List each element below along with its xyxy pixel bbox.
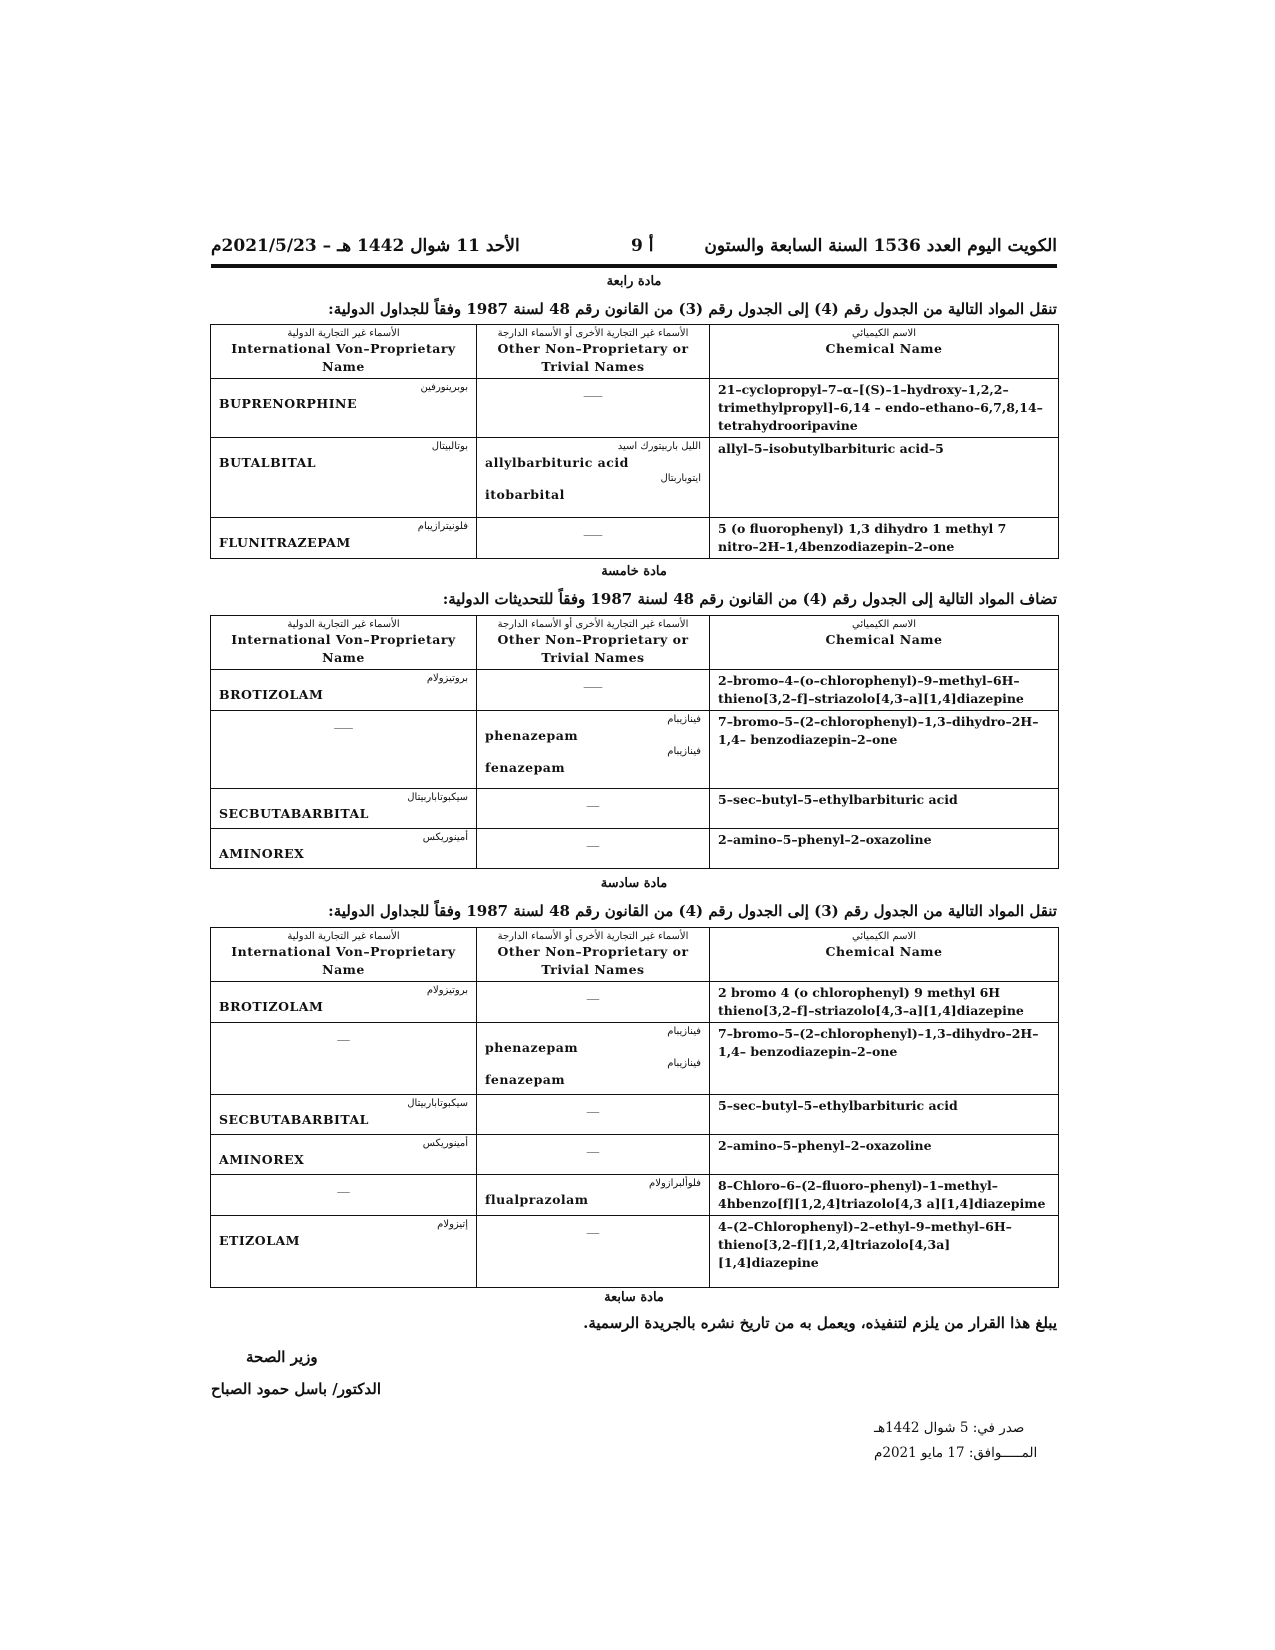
- column-header-arabic: الاسم الكيميائي: [851, 328, 917, 339]
- english-name: BUTALBITAL: [219, 455, 317, 470]
- table-row: [211, 1135, 1059, 1175]
- english-name: __: [586, 1219, 600, 1234]
- column-header-1: [211, 616, 477, 670]
- chemical-name-cell: 7–bromo–5–(2–chlorophenyl)–1,3–dihydro–2H–1,4– benzodiazepin–2–one: [710, 711, 1059, 789]
- column-header-english: Chemical Name: [825, 341, 943, 356]
- english-name: ___: [583, 521, 603, 536]
- table-header-row: [211, 325, 1059, 379]
- arabic-name: فينازيبام: [667, 714, 701, 725]
- chemical-name-cell: 8–Chloro–6–(2–fluoro–phenyl)–1–methyl–4hbenzo[f][1,2,4]triazolo[4,3 a][1,4]diazepime: [710, 1175, 1059, 1216]
- article6-intro: تنقل المواد التالية من الجدول رقم (3) إلى الجدول رقم (4) من القانون رقم 48 لسنة 1987 وفقاً للجداول الدولية:: [328, 902, 1057, 920]
- column-header-1: [211, 928, 477, 982]
- table-row: [211, 829, 1059, 869]
- table-row: [211, 1175, 1059, 1216]
- arabic-name: سيكبوتاباربيتال: [407, 792, 468, 803]
- chemical-name-cell: 5–sec–butyl–5–ethylbarbituric acid: [710, 1095, 1059, 1135]
- trivial-name-cell: [477, 789, 710, 829]
- column-header-english: Other Non–Proprietary or Trivial Names: [497, 632, 689, 665]
- table-header-row: [211, 616, 1059, 670]
- column-header-arabic: الأسماء غير التجارية الأخرى أو الأسماء الدارجة: [497, 619, 689, 630]
- trivial-name-cell: [477, 1175, 710, 1216]
- chemical-name-cell: 7–bromo–5–(2–chlorophenyl)–1,3–dihydro–2H–1,4– benzodiazepin–2–one: [710, 1023, 1059, 1095]
- article5-title: مادة خامسة: [601, 564, 667, 579]
- table-header-row: [211, 928, 1059, 982]
- arabic-name: فلونيترازيبام: [417, 521, 468, 532]
- international-name-cell: [211, 438, 477, 518]
- column-header-2: [477, 928, 710, 982]
- column-header-english: International Von–Proprietary Name: [231, 341, 456, 374]
- english-name: ___: [583, 673, 603, 688]
- english-name: phenazepam: [485, 728, 579, 743]
- header-date: الأحد 11 شوال 1442 هـ – 2021/5/23م: [211, 236, 520, 256]
- english-name: ___: [583, 382, 603, 397]
- header-rule: [211, 264, 1057, 268]
- article4-title: مادة رابعة: [606, 274, 662, 289]
- arabic-name: إتيزولام: [437, 1219, 468, 1230]
- table-row: [211, 982, 1059, 1023]
- trivial-name-cell: [477, 379, 710, 438]
- english-name: SECBUTABARBITAL: [219, 806, 369, 821]
- english-name: __: [586, 1138, 600, 1153]
- article6-table: [210, 927, 1059, 1288]
- arabic-name: الليل باربيتورك اسيد: [617, 441, 701, 452]
- arabic-name: بوبرينورفين: [420, 382, 468, 393]
- signature-name: الدكتور/ باسل حمود الصباح: [211, 1380, 381, 1398]
- trivial-name-cell: [477, 711, 710, 789]
- article4-table: [210, 324, 1059, 559]
- article5-intro: تضاف المواد التالية إلى الجدول رقم (4) من القانون رقم 48 لسنة 1987 وفقاً للتحديثات الدولية:: [442, 590, 1057, 608]
- trivial-name-cell: [477, 518, 710, 559]
- table-row: [211, 670, 1059, 711]
- arabic-name: سيكبوتاباربيتال: [407, 1098, 468, 1109]
- english-name: fenazepam: [485, 760, 566, 775]
- trivial-name-cell: [477, 438, 710, 518]
- international-name-cell: [211, 379, 477, 438]
- table-row: [211, 518, 1059, 559]
- column-header-2: [477, 616, 710, 670]
- english-name: BROTIZOLAM: [219, 687, 324, 702]
- chemical-name-cell: 5 (o fluorophenyl) 1,3 dihydro 1 methyl 7 nitro–2H–1,4benzodiazepin–2–one: [710, 518, 1059, 559]
- english-name: __: [337, 1026, 350, 1041]
- arabic-name: بروتيزولام: [426, 673, 468, 684]
- international-name-cell: [211, 518, 477, 559]
- header-issue: الكويت اليوم العدد 1536 السنة السابعة والستون: [704, 236, 1057, 256]
- trivial-name-cell: [477, 1135, 710, 1175]
- column-header-english: International Von–Proprietary Name: [231, 944, 456, 977]
- table-row: [211, 438, 1059, 518]
- column-header-english: Other Non–Proprietary or Trivial Names: [497, 944, 689, 977]
- english-name: __: [586, 792, 600, 807]
- english-name: phenazepam: [485, 1040, 579, 1055]
- english-name: AMINOREX: [219, 1152, 305, 1167]
- arabic-name: ايتوباربتال: [660, 473, 701, 484]
- english-name: FLUNITRAZEPAM: [219, 535, 351, 550]
- international-name-cell: [211, 711, 477, 789]
- international-name-cell: [211, 789, 477, 829]
- arabic-name: أمينوريكس: [422, 1138, 468, 1149]
- arabic-name: أمينوريكس: [422, 832, 468, 843]
- arabic-name: بوتالبيتال: [431, 441, 468, 452]
- table-row: [211, 1216, 1059, 1288]
- chemical-name-cell: 4–(2–Chlorophenyl)–2–ethyl–9–methyl–6H–thieno[3,2–f][1,2,4]triazolo[4,3a][1,4]diazepine: [710, 1216, 1059, 1288]
- trivial-name-cell: [477, 982, 710, 1023]
- international-name-cell: [211, 1023, 477, 1095]
- column-header-3: [710, 325, 1059, 379]
- trivial-name-cell: [477, 1095, 710, 1135]
- english-name: itobarbital: [485, 487, 565, 502]
- column-header-2: [477, 325, 710, 379]
- english-name: __: [586, 832, 600, 847]
- trivial-name-cell: [477, 1216, 710, 1288]
- column-header-english: Chemical Name: [825, 944, 943, 959]
- english-name: ETIZOLAM: [219, 1233, 301, 1248]
- article6-title: مادة سادسة: [600, 876, 668, 891]
- column-header-english: Other Non–Proprietary or Trivial Names: [497, 341, 689, 374]
- arabic-name: فينازيبام: [667, 1026, 701, 1037]
- column-header-arabic: الاسم الكيميائي: [851, 931, 917, 942]
- column-header-arabic: الأسماء غير التجارية الدولية: [287, 328, 400, 339]
- english-name: __: [586, 985, 600, 1000]
- arabic-name: فينازيبام: [667, 1058, 701, 1069]
- arabic-name: فلوألبرازولام: [649, 1178, 701, 1189]
- column-header-arabic: الاسم الكيميائي: [851, 619, 917, 630]
- international-name-cell: [211, 670, 477, 711]
- english-name: __: [586, 1098, 600, 1113]
- column-header-english: Chemical Name: [825, 632, 943, 647]
- trivial-name-cell: [477, 829, 710, 869]
- article7-title: مادة سابعة: [604, 1290, 664, 1305]
- chemical-name-cell: 5–sec–butyl–5–ethylbarbituric acid: [710, 789, 1059, 829]
- english-name: fenazepam: [485, 1072, 566, 1087]
- signature-role: وزير الصحة: [246, 1348, 318, 1366]
- column-header-english: International Von–Proprietary Name: [231, 632, 456, 665]
- table-row: [211, 711, 1059, 789]
- article4-intro: تنقل المواد التالية من الجدول رقم (4) إلى الجدول رقم (3) من القانون رقم 48 لسنة 1987 وفقاً للجداول الدولية:: [328, 300, 1057, 318]
- table-row: [211, 789, 1059, 829]
- issued-hijri: صدر في: 5 شوال 1442هـ: [874, 1420, 1025, 1436]
- english-name: AMINOREX: [219, 846, 305, 861]
- trivial-name-cell: [477, 1023, 710, 1095]
- international-name-cell: [211, 1175, 477, 1216]
- column-header-3: [710, 616, 1059, 670]
- table-row: [211, 379, 1059, 438]
- column-header-arabic: الأسماء غير التجارية الأخرى أو الأسماء الدارجة: [497, 931, 689, 942]
- english-name: flualprazolam: [485, 1192, 589, 1207]
- issued-gregorian: المـــــوافق: 17 مايو 2021م: [874, 1445, 1038, 1461]
- column-header-arabic: الأسماء غير التجارية الدولية: [287, 931, 400, 942]
- international-name-cell: [211, 1216, 477, 1288]
- table-row: [211, 1095, 1059, 1135]
- article5-table: [210, 615, 1059, 869]
- international-name-cell: [211, 829, 477, 869]
- arabic-name: بروتيزولام: [426, 985, 468, 996]
- english-name: allylbarbituric acid: [485, 455, 629, 470]
- chemical-name-cell: 2 bromo 4 (o chlorophenyl) 9 methyl 6H thieno[3,2–f]–striazolo[4,3–a][1,4]diazepine: [710, 982, 1059, 1023]
- table-row: [211, 1023, 1059, 1095]
- chemical-name-cell: 2–amino–5–phenyl–2–oxazoline: [710, 1135, 1059, 1175]
- page-number: أ 9: [631, 236, 654, 256]
- english-name: BUPRENORPHINE: [219, 396, 357, 411]
- column-header-1: [211, 325, 477, 379]
- english-name: SECBUTABARBITAL: [219, 1112, 369, 1127]
- column-header-arabic: الأسماء غير التجارية الأخرى أو الأسماء الدارجة: [497, 328, 689, 339]
- column-header-arabic: الأسماء غير التجارية الدولية: [287, 619, 400, 630]
- trivial-name-cell: [477, 670, 710, 711]
- chemical-name-cell: 2–bromo–4–(o–chlorophenyl)–9–methyl–6H–thieno[3,2–f]–striazolo[4,3–a][1,4]diazepine: [710, 670, 1059, 711]
- article7-text: يبلغ هذا القرار من يلزم لتنفيذه، ويعمل به من تاريخ نشره بالجريدة الرسمية.: [583, 1314, 1057, 1332]
- page-header: [211, 234, 1057, 262]
- english-name: BROTIZOLAM: [219, 999, 324, 1014]
- arabic-name: فينازيبام: [667, 746, 701, 757]
- chemical-name-cell: 21–cyclopropyl–7–α–[(S)–1–hydroxy–1,2,2–trimethylpropyl]–6,14 – endo–ethano–6,7,8,14–tetrahydrooripavine: [710, 379, 1059, 438]
- chemical-name-cell: 2–amino–5–phenyl–2–oxazoline: [710, 829, 1059, 869]
- international-name-cell: [211, 1095, 477, 1135]
- english-name: __: [337, 1178, 350, 1193]
- international-name-cell: [211, 982, 477, 1023]
- english-name: ___: [334, 714, 353, 729]
- column-header-3: [710, 928, 1059, 982]
- international-name-cell: [211, 1135, 477, 1175]
- chemical-name-cell: allyl–5–isobutylbarbituric acid–5: [710, 438, 1059, 518]
